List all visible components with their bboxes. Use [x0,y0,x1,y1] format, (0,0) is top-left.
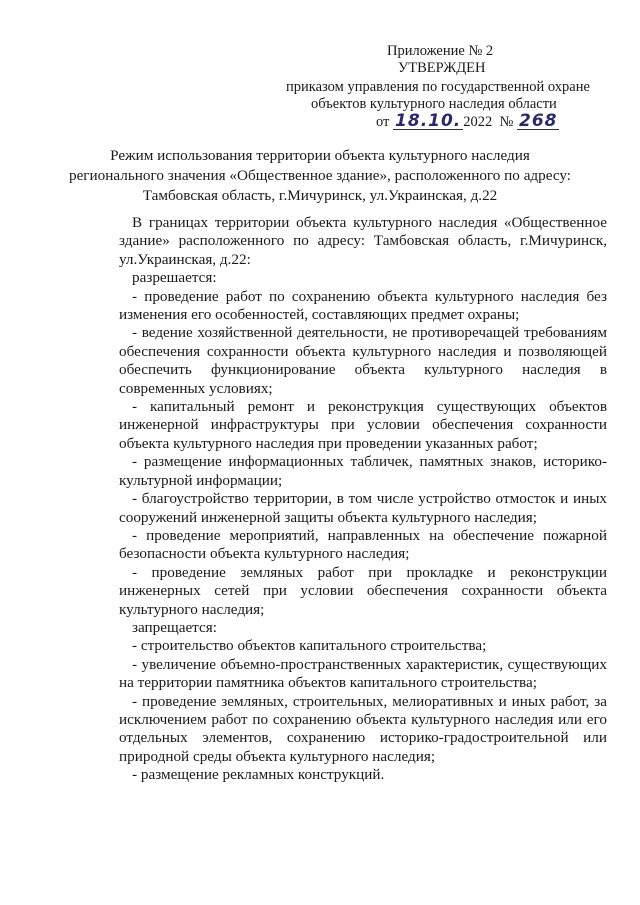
forbidden-label: запрещается: [132,618,217,636]
number-prefix: № [499,114,514,130]
handwritten-number: 268 [518,111,558,131]
allowed-item: - проведение мероприятий, направленных на обеспечение пожарной безопасности объекта культурного наследия; [119,526,607,563]
allowed-item: - ведение хозяйственной деятельности, не противоречащей требованиям обеспечения сохранности объекта культурного наследия и позволяющей обеспечить функционирование объекта культурного наследия в современных условиях; [119,324,607,397]
allowed-label: разрешается: [132,269,217,287]
document-body [119,214,607,785]
forbidden-item: - проведение земляных, строительных, мелиоративных и иных работ, за исключением работ по сохранению объекта культурного наследия или его отдельных элементов, сохранению историко-градостроительной или природной среды объекта культурного наследия; [119,692,607,765]
allowed-item: - благоустройство территории, в том числе устройство отмосток и иных сооружений инженерной защиты объекта культурного наследия; [119,490,607,526]
forbidden-item: - увеличение объемно-пространственных характеристик, существующих на территории памятника объектов капитального строительства; [119,655,607,692]
title-line-3: Тамбовская область, г.Мичуринск, ул.Украинская, д.22 [142,187,498,204]
handwritten-date: 18.10. [395,111,462,131]
order-year: 2022 [463,114,493,130]
approved-stamp-text: УТВЕРЖДЕН [398,60,486,76]
forbidden-item: - размещение рекламных конструкций. [132,766,385,784]
title-line-2: регионального значения «Общественное здание», расположенного по адресу: [68,167,572,184]
order-line-1: приказом управления по государственной охране [286,79,590,95]
allowed-item: - капитальный ремонт и реконструкция существующих объектов инженерной инфраструктуры при условии обеспечения сохранности объекта культурного наследия при проведении указанных работ; [119,398,607,452]
appendix-number: Приложение № 2 [387,43,494,59]
allowed-item: - размещение информационных табличек, памятных знаков, историко-культурной информации; [119,453,607,489]
forbidden-item: - строительство объектов капитального строительства; [132,637,487,655]
date-prefix: от [376,114,390,130]
title-line-1: Режим использования территории объекта культурного наследия [110,147,530,164]
order-date-line [376,113,559,131]
allowed-item: - проведение работ по сохранению объекта культурного наследия без изменения его особенностей, составляющих предмет охраны; [119,287,607,324]
allowed-item: - проведение земляных работ при прокладке и реконструкции инженерных сетей при условии обеспечения сохранности объекта культурного наследия; [119,563,607,618]
intro-paragraph: В границах территории объекта культурного наследия «Общественное здание» расположенного по адресу: Тамбовская область, г.Мичуринск, ул.Украинская, д.22: [119,214,607,268]
document-title [0,146,640,206]
order-line-2: объектов культурного наследия области [311,96,557,112]
